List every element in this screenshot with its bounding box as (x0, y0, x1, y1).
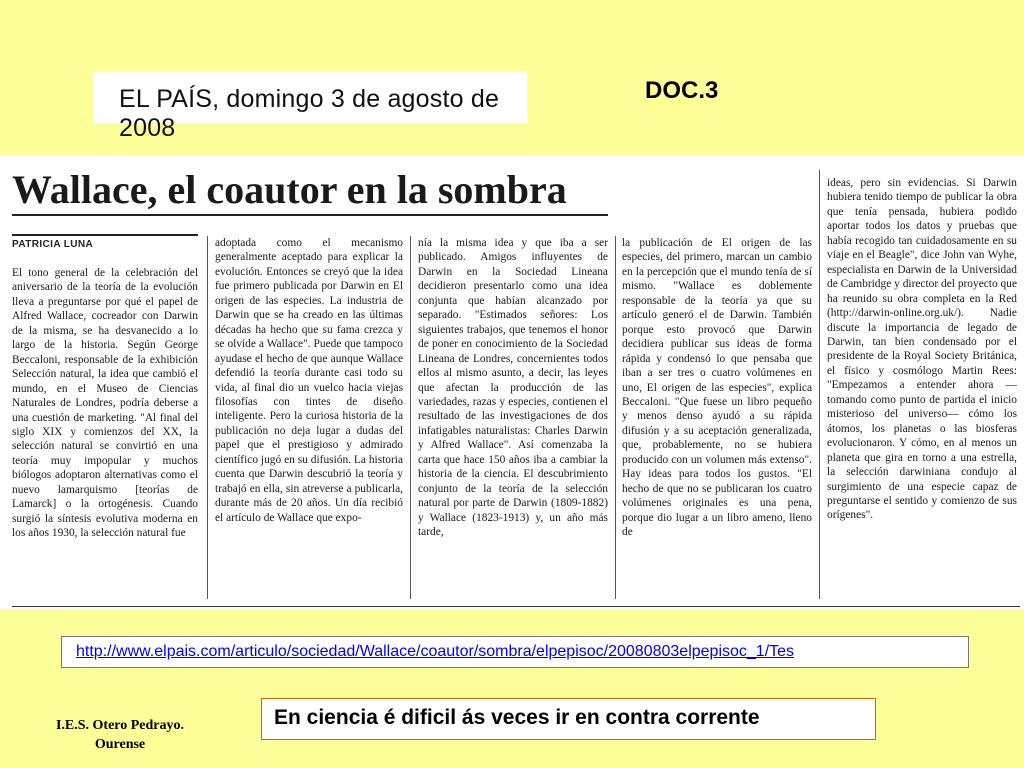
document-label: DOC.3 (645, 77, 719, 104)
column-divider (410, 236, 411, 599)
byline-rule (12, 234, 198, 236)
newspaper-clipping (0, 156, 1024, 609)
column-4-text: la publicación de El origen de las especies, del primero, marcan un cambio en la percepción que el mundo tenía de sí mismo. "Wallace es doblemente responsable de la teoría ya que su artículo generó el de Darwin. También porque esto provocó que Darwin decidiera publicar sus ideas de forma rápida y condensó lo que pensaba que iban a ser tres o cuatro volúmenes en uno, El origen de las especies", explica Beccaloni. "Que fuese un libro pequeño y menos denso ayudó a su rápida difusión y a su aceptación generalizada, que, probablemente, no se hubiera producido con un volumen más extenso". Hay ideas para todos los gustos. "El hecho de que no se publicaran los cuatro volúmenes originales es una pena, porque dio lugar a un libro ameno, lleno de (622, 237, 812, 539)
column-3-text: nía la misma idea y que iba a ser publicado. Amigos influyentes de Darwin en la Sociedad Lineana decidieron presentarlo como una idea conjunta que habían alcanzado por separado. "Estimados señores: Los siguientes trabajos, que tenemos el honor de poner en conocimiento de la Sociedad Lineana de Londres, concernientes todos ellos al mismo asunto, a decir, las leyes que afectan la producción de las variedades, razas y especies, contienen el resultado de las investigaciones de dos infatigables naturalistas: Charles Darwin y Alfred Wallace". Así comenzaba la carta que hace 150 años iba a cambiar la historia de la ciencia. El descubrimiento conjunto de la teoría de la selección natural por parte de Darwin (1809-1882) y Wallace (1823-1913) y, un año más tarde, (418, 237, 608, 539)
source-url-link[interactable]: http://www.elpais.com/articulo/sociedad/Wallace/coautor/sombra/elpepisoc/20080803elpepisoc_1/Tes (76, 643, 795, 660)
article-column-2 (215, 236, 403, 599)
caption-box (261, 698, 876, 740)
clipping-bottom-rule (12, 606, 1020, 607)
article-column-4 (622, 236, 812, 599)
school-name: I.E.S. Otero Pedrayo. (55, 718, 185, 733)
article-column-3 (418, 236, 608, 599)
masthead-text: EL PAÍS, domingo 3 de agosto de 2008 (119, 85, 500, 142)
school-city: Ourense (94, 737, 146, 752)
article-byline: PATRICIA LUNA (12, 239, 94, 250)
column-2-text: adoptada como el mecanismo generalmente aceptado para explicar la evolución. Entonces se creyó que la idea fue primero publicada por Darwin en El origen de las especies. La industria de Darwin que se ha creado en las últimas décadas ha hecho que su fama crezca y se olvide a Wallace". Puede que tampoco ayudase el hecho de que aunque Wallace defendió la teoría durante casi todo su vida, al final dio un vuelco hacia viejas filosofías con tintes de diseño inteligente. Pero la curiosa historia de la publicación no deja lugar a dudas del papel que el prestigioso y admirado científico jugó en su difusión. La historia cuenta que Darwin descubrió la teoría y trabajó en ella, sin atreverse a publicarla, durante más de 20 años. Un día recibió el artículo de Wallace que expo- (215, 237, 403, 524)
article-column-1 (12, 266, 198, 599)
source-url-box (61, 636, 969, 668)
column-divider (615, 236, 616, 599)
caption-text: En ciencia é dificil ás veces ir en contra corrente (274, 706, 760, 729)
article-column-5 (827, 176, 1017, 599)
article-headline: Wallace, el coautor en la sombra (12, 167, 567, 212)
newspaper-masthead (93, 71, 527, 142)
column-1-text: El tono general de la celebración del aniversario de la teoría de la evolución lleva a preguntarse por qué el papel de Alfred Wallace, cocreador con Darwin de la misma, se ha desvanecido a lo largo de la historia. Según George Beccaloni, responsable de la exhibición Selección natural, la idea que cambió el mundo, en el Museo de Ciencias Naturales de Londres, podría deberse a una cuestión de marketing. "Al final del siglo XIX y comienzos del XX, la selección natural se convirtió en una teoría muy impopular y muchos biólogos adoptaron alternativas como el nuevo lamarquismo [teorías de Lamarck] o la ortogénesis. Cuando surgió la síntesis evolutiva moderna en los años 1930, la selección natural fue (12, 267, 198, 540)
headline-rule (12, 214, 608, 216)
school-credit (20, 716, 220, 754)
column-divider (819, 170, 820, 599)
column-5-text: ideas, pero sin evidencias. Si Darwin hubiera tenido tiempo de publicar la obra que tenía pensada, hubiera podido aportar todos los datos y pruebas que había recogido tan cuidadosamente en su viaje en el Beagle", dice John van Wyhe, especialista en Darwin de la Universidad de Cambridge y director del proyecto que ha reunido su obra completa en la Red (http://darwin-online.org.uk/). Nadie discute la importancia de legado de Darwin, tan bien condensado por el presidente de la Royal Society Británica, el físico y cosmólogo Martin Rees: "Empezamos a entender ahora —tomando como punto de partida el inicio misterioso del universo— cómo los átomos, los planetas o las biosferas evolucionaron. Y cómo, en al menos un planeta que gira en torno a una estrella, la selección darwiniana condujo al surgimiento de una especie capaz de preguntarse el sentido y comienzo de sus orígenes". (827, 177, 1017, 522)
column-divider (207, 236, 208, 599)
